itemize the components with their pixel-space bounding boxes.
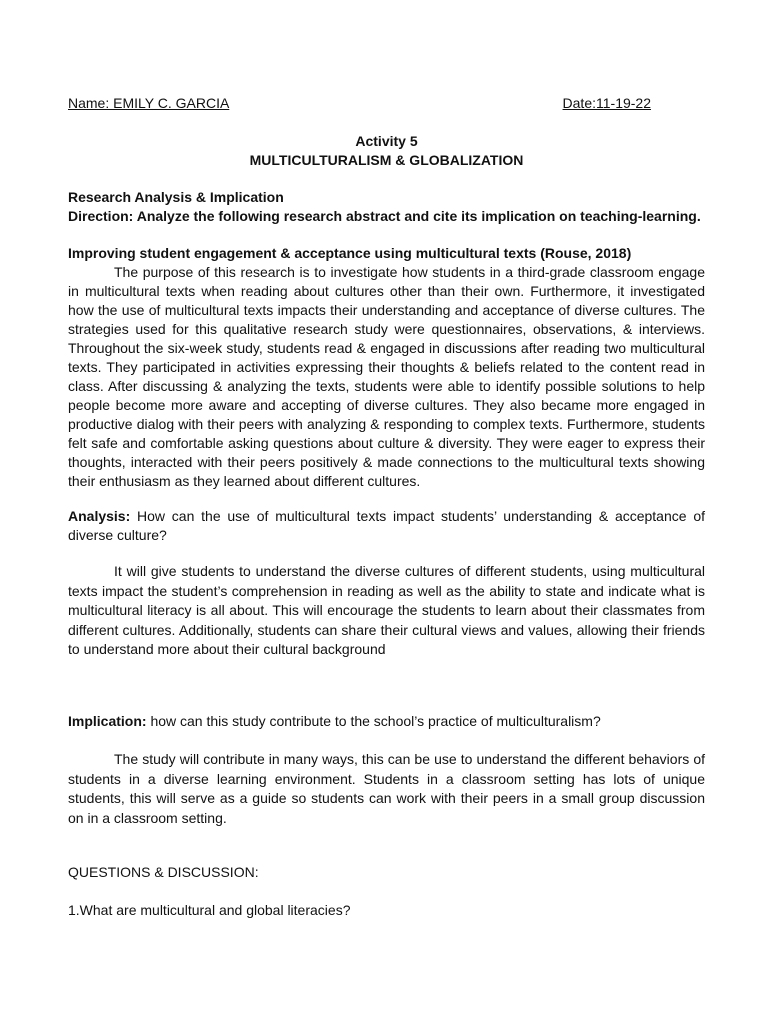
activity-subtitle: MULTICULTURALISM & GLOBALIZATION [249, 152, 524, 168]
analysis-question [68, 507, 705, 545]
questions-heading: QUESTIONS & DISCUSSION: [68, 864, 259, 880]
section-heading: Research Analysis & Implication [68, 189, 284, 205]
student-name: Name: EMILY C. GARCIA [68, 95, 230, 111]
implication-label: Implication: [68, 713, 147, 729]
analysis-label: Analysis: [68, 508, 131, 524]
abstract-title: Improving student engagement & acceptance using multicultural texts (Rouse, 2018) [68, 245, 632, 261]
document-header [68, 94, 705, 114]
activity-title-block [68, 132, 705, 170]
analysis-question-text: How can the use of multicultural texts impact students’ understanding & acceptance of diverse culture? [68, 508, 705, 543]
implication-question-text: how can this study contribute to the school’s practice of multiculturalism? [146, 713, 601, 729]
implication-question [68, 712, 705, 731]
analysis-answer: It will give students to understand the diverse cultures of different students, using multicultural texts impact the student’s comprehension in reading as well as the ability to state and indicate what is multicultural literacy is all about. This will encourage the students to learn about their classmates from different cultures. Additionally, students can share their cultural views and values, allowing their friends to understand more about their cultural background [68, 563, 705, 657]
direction-text: Direction: Analyze the following research abstract and cite its implication on teaching-learning. [68, 208, 701, 224]
section-heading-block [68, 188, 705, 226]
document-date: Date:11-19-22 [562, 95, 651, 111]
implication-answer: The study will contribute in many ways, this can be use to understand the different behaviors of students in a diverse learning environment. Students in a classroom setting has lots of unique students, this will serve as a guide so students can work with their peers in a small group discussion on in a classroom setting. [68, 751, 705, 826]
abstract-body: The purpose of this research is to investigate how students in a third-grade classroom engage in multicultural texts when reading about cultures other than their own. Furthermore, it investigated how the use of multicultural texts impacts their understanding and acceptance of diverse cultures. The strategies used for this qualitative research study were questionnaires, observations, & interviews. Throughout the six-week study, students read & engaged in discussions after reading two multicultural texts. They participated in activities expressing their thoughts & beliefs related to the content read in class. After discussing & analyzing the texts, students were able to identify possible solutions to help people become more aware and accepting of diverse cultures. They also became more engaged in productive dialog with their peers with analyzing & responding to complex texts. Furthermore, students felt safe and comfortable asking questions about culture & diversity. They were eager to express their thoughts, interacted with their peers positively & made connections to the multicultural texts showing their enthusiasm as they learned about different cultures. [68, 264, 705, 489]
activity-number: Activity 5 [355, 133, 418, 149]
question-1: 1.What are multicultural and global literacies? [68, 902, 351, 918]
